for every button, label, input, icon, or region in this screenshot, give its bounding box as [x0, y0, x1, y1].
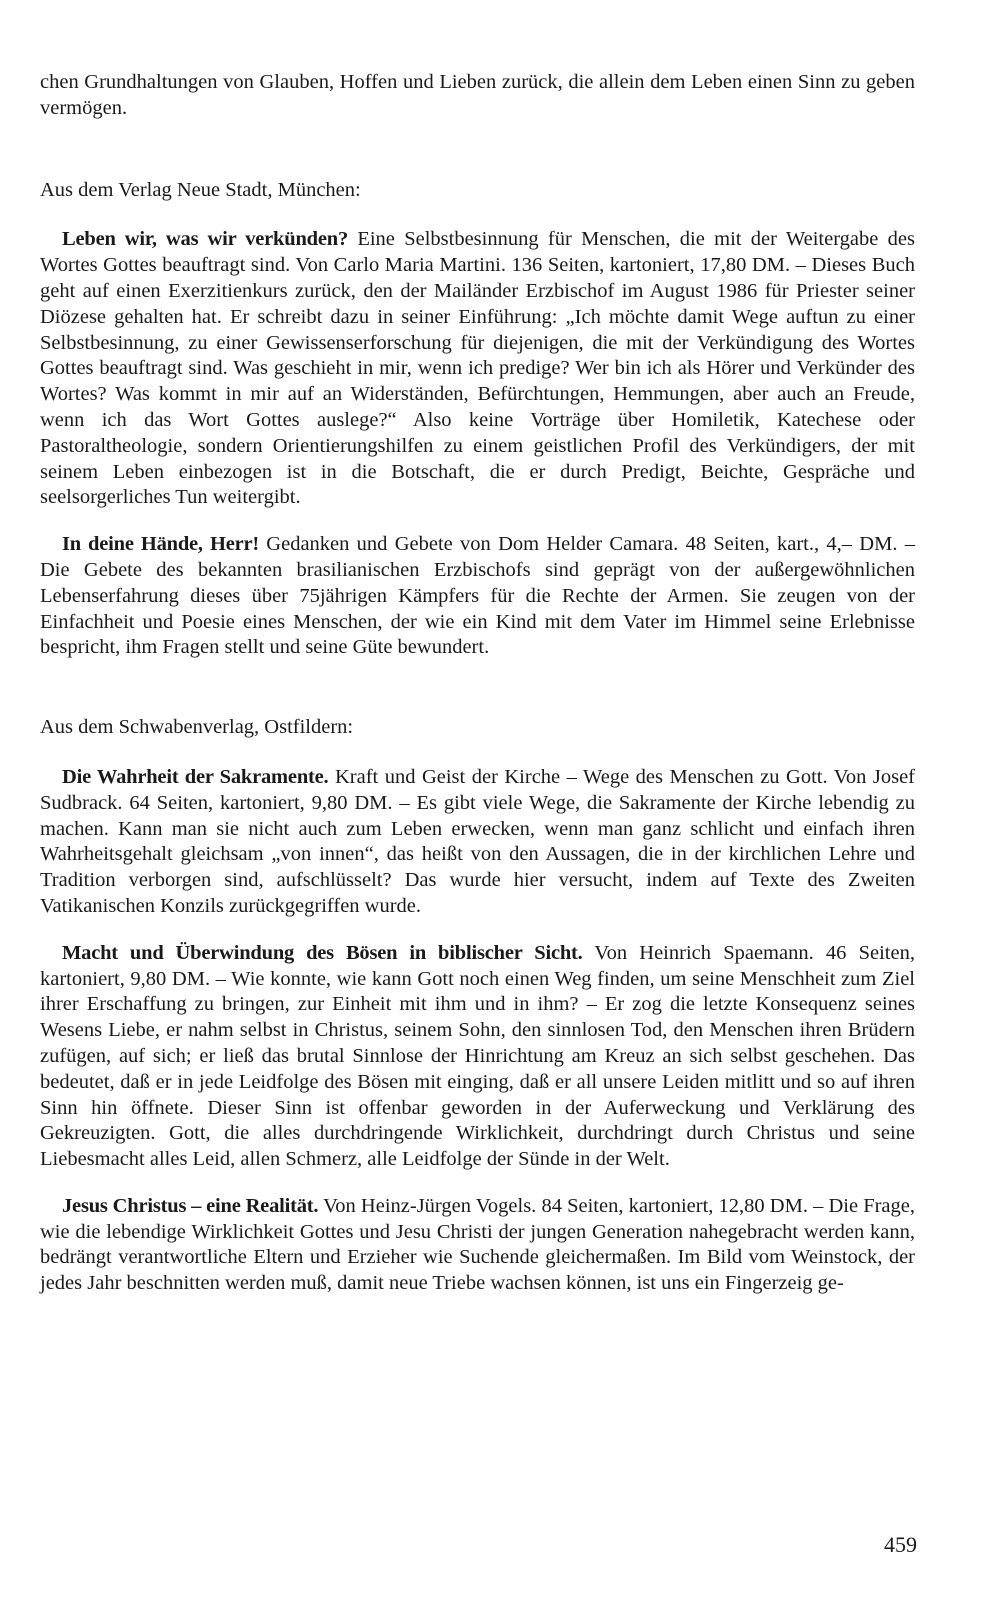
book-entry — [40, 941, 915, 1173]
lead-paragraph: chen Grundhaltungen von Glauben, Hoffen und Lieben zurück, die allein dem Leben einen Sinn zu geben vermögen. — [40, 71, 915, 119]
book-entry — [40, 532, 915, 661]
section-schwabenverlag — [40, 715, 915, 1297]
book-entry — [40, 765, 915, 920]
book-entry — [40, 1194, 915, 1297]
book-description: Eine Selbstbesinnung für Menschen, die mit der Weitergabe des Wortes Gottes beauftragt sind. Von Carlo Maria Martini. 136 Seiten, kartoniert, 17,80 DM. – Dieses Buch geht auf einen Exerzitienkurs zurück, den der Mailänder Erzbischof im August 1986 für Priester seiner Diözese gehalten hat. Er schreibt dazu in seiner Einführung: „Ich möchte damit Wege auftun zu einer Selbstbesinnung, zu einer Gewissenserforschung für diejenigen, die mit der Verkündigung des Wortes Gottes beauftragt sind. Was geschieht in mir, wenn ich predige? Wer bin ich als Hörer und Verkünder des Wortes? Was kommt in mir auf an Widerständen, Befürchtungen, Hemmungen, aber auch an Freude, wenn ich das Wort Gottes auslege?“ Also keine Vorträge über Homiletik, Katechese oder Pastoraltheologie, sondern Orientierungshilfen zu einem geistlichen Profil des Verkündigers, der mit seinem Leben einbezogen ist in die Botschaft, die er durch Predigt, Beichte, Gespräche und seelsorgerliches Tun weitergibt. — [40, 228, 915, 509]
book-title: Jesus Christus – eine Realität. — [62, 1194, 319, 1217]
book-title: Die Wahrheit der Sakramente. — [62, 765, 329, 788]
book-title: In deine Hände, Herr! — [62, 533, 260, 556]
book-description: Kraft und Geist der Kirche – Wege des Menschen zu Gott. Von Josef Sudbrack. 64 Seiten, kartoniert, 9,80 DM. – Es gibt viele Wege, die Sakramente der Kirche lebendig zu machen. Kann man sie nicht auch zum Leben erwecken, wenn man ganz schlicht und einfach ihren Wahrheitsgehalt gleichsam „von innen“, das heißt von den Aussagen, die in der kirchlichen Lehre und Tradition verborgen sind, aufschlüsselt? Das wurde hier versucht, indem auf Texte des Zweiten Vatikanischen Konzils zurückgegriffen wurde. — [40, 765, 916, 917]
document-page — [40, 70, 915, 1318]
publisher-heading: Aus dem Schwabenverlag, Ostfildern: — [40, 716, 354, 739]
book-description: Von Heinrich Spaemann. 46 Seiten, kartoniert, 9,80 DM. – Wie konnte, wie kann Gott noch einen Weg finden, um seine Menschheit zum Ziel ihrer Erschaffung zu bringen, zur Einheit mit ihm und in ihm? – Er zog die letzte Konsequenz seines Wesens Liebe, er nahm selbst in Christus, seinem Sohn, den sinnlosen Tod, den Menschen ihren Brüdern zufügen, auf sich; er ließ das brutal Sinnlose der Hinrichtung am Kreuz an sich selbst geschehen. Das bedeutet, daß er in jede Leidfolge des Bösen mit einging, daß er all unsere Leiden mitlitt und so auf ihren Sinn hin öffnete. Dieser Sinn ist offenbar geworden in der Auferweckung und Verklärung des Gekreuzigten. Gott, die alles durchdringende Wirklichkeit, durchdringt durch Christus und seine Liebesmacht alles Leid, allen Schmerz, alle Leidfolge der Sünde in der Welt. — [40, 941, 915, 1171]
book-entry — [40, 227, 915, 511]
page-number: 459 — [884, 1532, 917, 1557]
section-verlag-neue-stadt — [40, 178, 915, 662]
book-description: Gedanken und Gebete von Dom Helder Camara. 48 Seiten, kart., 4,– DM. – Die Gebete des bekannten brasilianischen Erzbischofs sind geprägt von der außergewöhnlichen Lebenserfahrung dieses über 75jährigen Kämpfers für die Rechte der Armen. Sie zeugen von der Einfachheit und Poesie eines Menschen, der wie ein Kind mit dem Vater im Himmel seine Erlebnisse bespricht, ihm Fragen stellt und seine Güte bewundert. — [40, 533, 915, 659]
book-title: Leben wir, was wir verkünden? — [62, 228, 349, 251]
publisher-heading: Aus dem Verlag Neue Stadt, München: — [40, 178, 361, 201]
book-description: Von Heinz-Jürgen Vogels. 84 Seiten, kartoniert, 12,80 DM. – Die Frage, wie die lebendige Wirklichkeit Gottes und Jesu Christi der jungen Generation nahegebracht werden kann, bedrängt verantwortliche Eltern und Erzieher wie Suchende gleichermaßen. Im Bild vom Weinstock, der jedes Jahr beschnitten werden muß, damit neue Triebe wachsen können, ist uns ein Fingerzeig ge- — [40, 1194, 915, 1295]
book-title: Macht und Überwindung des Bösen in biblischer Sicht. — [62, 941, 583, 964]
